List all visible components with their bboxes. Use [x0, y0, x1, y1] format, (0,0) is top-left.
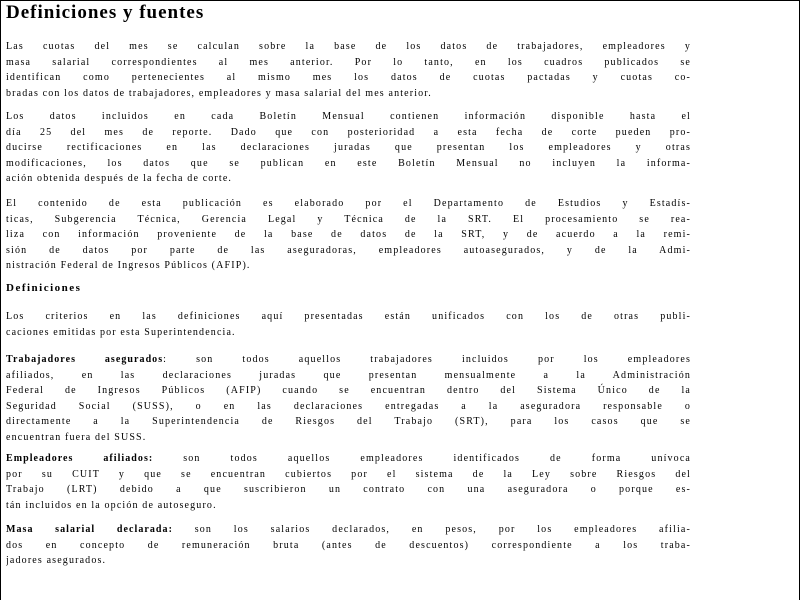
- text-line: modificaciones, los datos que se publican en este Boletín Mensual no incluyen la informa-: [6, 157, 691, 169]
- text-line: bradas con los datos de trabajadores, empleadores y masa salarial del mes anterior.: [6, 87, 432, 99]
- definition-text: : son todos aquellos trabajadores incluidos por los empleadores: [163, 354, 691, 365]
- definitions-intro: [6, 309, 691, 340]
- text-line: liza con información proveniente de la base de datos de la SRT, y de acuerdo a la remi-: [6, 229, 691, 240]
- text-line: Trabajo (LRT) debido a que suscribieron un contrato con una aseguradora o porque es-: [6, 484, 691, 495]
- text-line: [6, 352, 691, 368]
- page-title: Definiciones y fuentes: [6, 2, 205, 23]
- definition-text: son todos aquellos empleadores identificados de forma unívoca: [153, 453, 691, 464]
- definition-empleadores-afiliados: [6, 451, 691, 513]
- text-line: día 25 del mes de reporte. Dado que con posterioridad a esta fecha de corte pueden pro-: [6, 126, 691, 138]
- definition-masa-salarial: [6, 522, 691, 569]
- text-line: sión de datos por parte de las aseguradoras, empleadores autoasegurados, y de la Admi-: [6, 244, 691, 256]
- text-line: encuentran fuera del SUSS.: [6, 431, 147, 443]
- text-line: jadores asegurados.: [6, 555, 107, 566]
- text-line: ducirse rectificaciones en las declaraciones juradas que presentan los empleadores y otras: [6, 142, 691, 153]
- text-line: caciones emitidas por esta Superintendencia.: [6, 326, 236, 338]
- definition-text: son los salarios declarados, en pesos, por los empleadores afilia-: [172, 524, 691, 535]
- text-line: Federal de Ingresos Públicos (AFIP) cuando se encuentran dentro del Sistema Único de la: [6, 385, 691, 396]
- text-line: afiliados, en las declaraciones juradas que presentan mensualmente a la Administración: [6, 369, 691, 381]
- paragraph-contenido: [6, 196, 691, 274]
- text-line: tán incluidos en la opción de autoseguro.: [6, 499, 217, 511]
- text-line: Los criterios en las definiciones aquí presentadas están unificados con los de otras publi-: [6, 311, 691, 322]
- text-line: por su CUIT y que se encuentran cubiertos por el sistema de la Ley sobre Riesgos del: [6, 468, 691, 480]
- paragraph-datos-incluidos: [6, 109, 691, 187]
- text-line: [6, 522, 691, 538]
- definition-term: Trabajadores asegurados: [6, 354, 164, 365]
- text-line: Seguridad Social (SUSS), o en las declaraciones entregadas a la aseguradora responsable o: [6, 400, 691, 412]
- text-line: El contenido de esta publicación es elaborado por el Departamento de Estudios y Estadís-: [6, 198, 691, 209]
- text-line: identifican como pertenecientes al mismo mes los datos de cuotas pactadas y cuotas co-: [6, 72, 691, 83]
- paragraph-cuotas: [6, 39, 691, 101]
- text-line: nistración Federal de Ingresos Públicos (AFIP).: [6, 260, 251, 271]
- text-line: ación obtenida después de la fecha de corte.: [6, 173, 233, 184]
- text-line: Las cuotas del mes se calculan sobre la base de los datos de trabajadores, empleadores y: [6, 41, 691, 52]
- definition-trabajadores-asegurados: [6, 352, 691, 445]
- definitions-heading: Definiciones: [6, 282, 82, 294]
- text-line: [6, 451, 691, 467]
- text-line: dos en concepto de remuneración bruta (antes de descuentos) correspondiente a los traba-: [6, 539, 691, 551]
- text-line: masa salarial correspondientes al mes anterior. Por lo tanto, en los cuadros publicados se: [6, 56, 691, 68]
- definition-term: Empleadores afiliados:: [6, 453, 154, 464]
- text-line: Los datos incluidos en cada Boletín Mensual contienen información disponible hasta el: [6, 111, 691, 122]
- text-line: directamente a la Superintendencia de Riesgos del Trabajo (SRT), para los casos que se: [6, 416, 691, 427]
- definition-term: Masa salarial declarada:: [6, 524, 173, 535]
- text-line: ticas, Subgerencia Técnica, Gerencia Legal y Técnica de la SRT. El procesamiento se rea-: [6, 213, 691, 225]
